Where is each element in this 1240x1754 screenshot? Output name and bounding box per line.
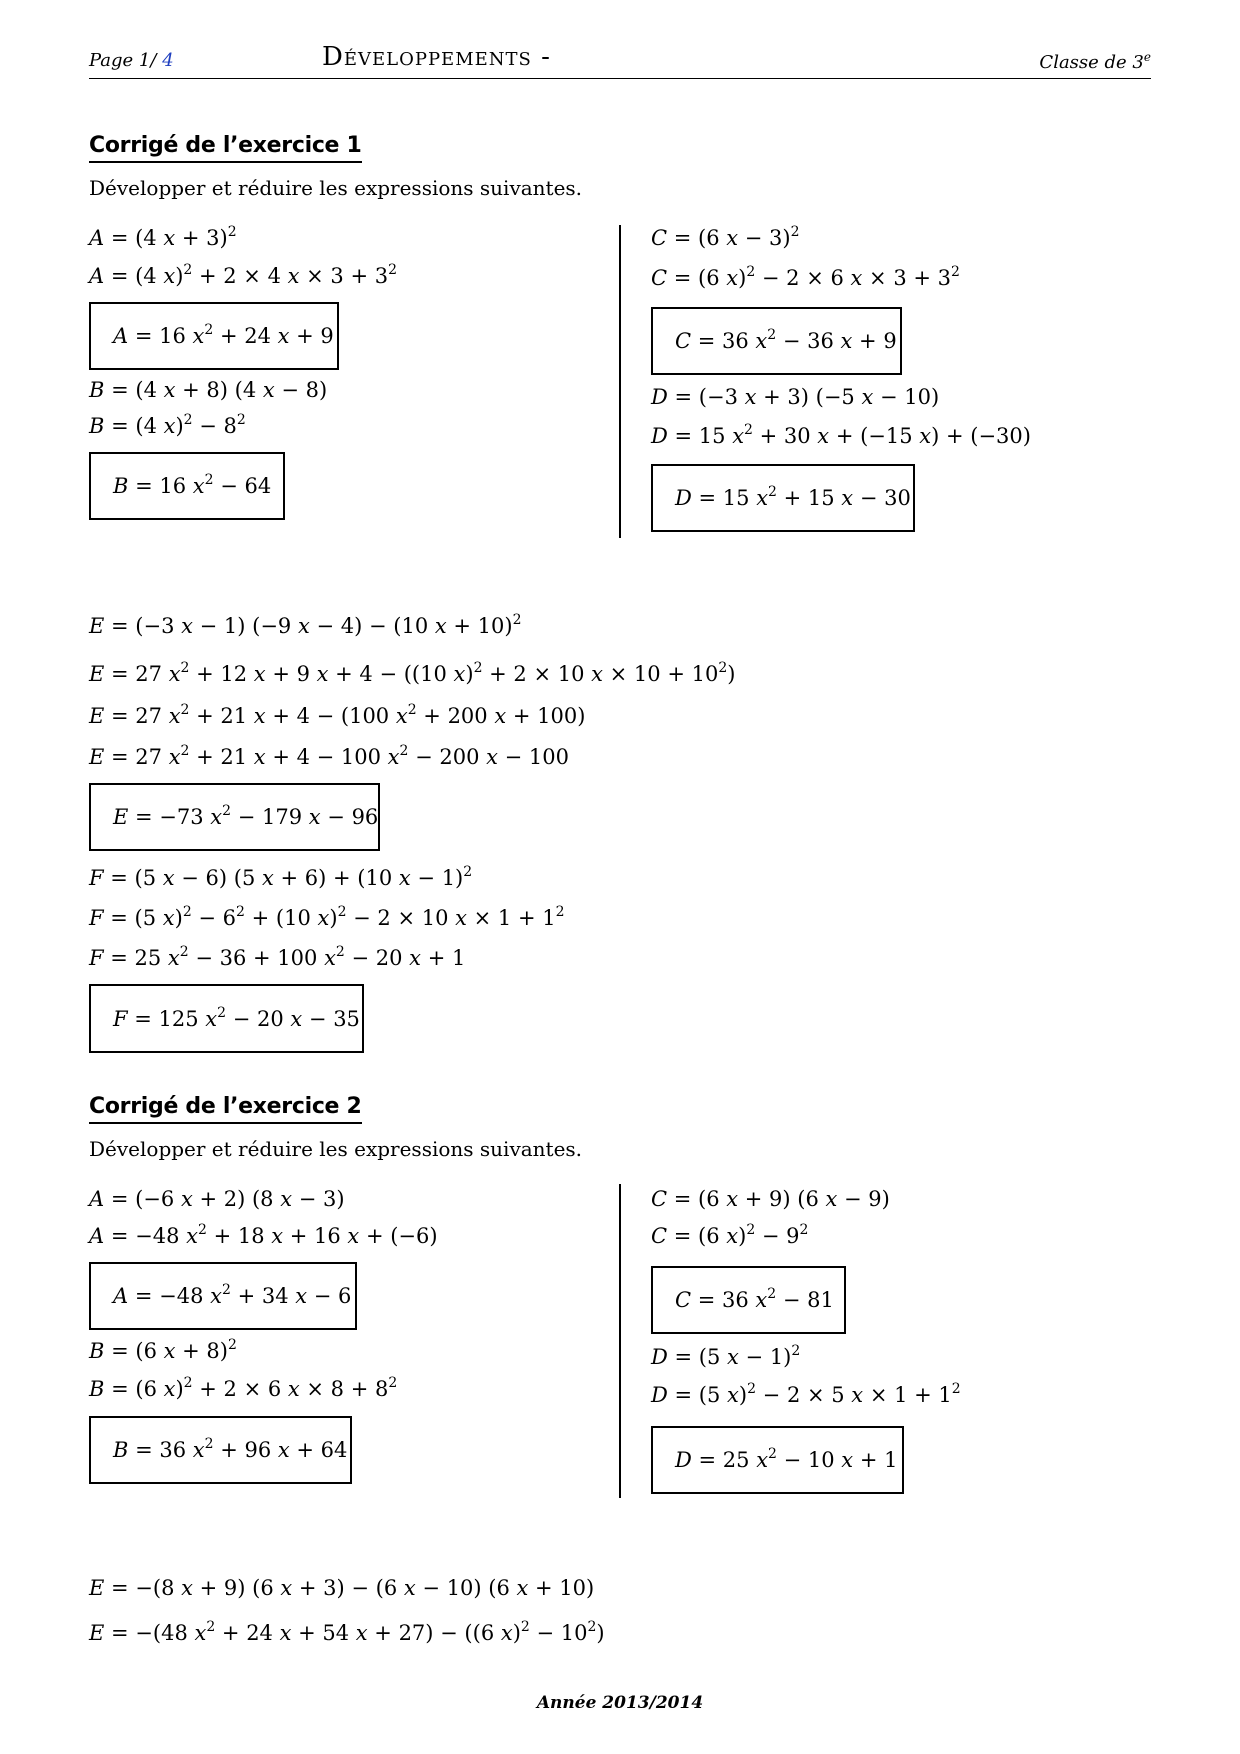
ex1-e-result: E = −73 $x^2 - 179$ x − 96	[89, 783, 380, 851]
ex1-e-line-3: E = 27 $x^2 + 21$ x + 4 − (100 $x^2 + 200$ x + 100)	[89, 702, 586, 728]
ex1-b-line-2: B = (4 $x)^2 - 8^2$	[89, 412, 246, 438]
ex2-d-line-1: D = (5 x − 1)$^2$	[651, 1343, 801, 1369]
ex1-d-line-1: D = (−3 x + 3) (−5 x − 10)	[651, 385, 940, 409]
ex1-b-result: B = 16 $x^2 - 64$	[89, 452, 285, 520]
footer-year: Année 2013/2014	[536, 1693, 704, 1713]
exercise-2-title: Corrigé de l’exercice 2	[89, 1094, 362, 1124]
ex1-f-line-3: F = 25 $x^2 - 36 + 100$ $x^2 - 20$ x + 1	[89, 944, 466, 970]
ex1-a-line-1: A = (4 x + 3)$^2$	[89, 224, 237, 250]
ex1-a-line-2: A = (4 x)$^2$ + 2 × 4 $x \times 3 + 3^2$	[89, 262, 398, 288]
exercise-1-title: Corrigé de l’exercice 1	[89, 133, 362, 163]
ex2-column-divider	[619, 1184, 621, 1498]
ex1-d-line-2: D = 15 $x^2 + 30$ x + (−15 x) + (−30)	[651, 422, 1031, 448]
ex1-e-line-2: E = 27 $x^2 + 12$ x + 9 x + 4 − ((10 x)$^2$ + 2 × 10 $x \times 10 + 10^2$)	[89, 660, 736, 686]
class-label: Classe de 3e	[1039, 50, 1151, 73]
document-title: Développements -	[322, 42, 551, 72]
ex2-c-result: C = 36 $x^2 - 81$	[651, 1266, 846, 1334]
ex2-e-line-1: E = −(8 x + 9) (6 x + 3) − (6 x − 10) (6 x + 10)	[89, 1576, 595, 1600]
page-total-link[interactable]: 4	[162, 50, 174, 71]
ex2-b-line-1: B = (6 x + 8)$^2$	[89, 1337, 237, 1363]
ex1-f-line-2: F = (5 $x)^2 - 6^2 + (10$ x)$^2$ − 2 × 10 $x \times 1 + 1^2$	[89, 904, 565, 930]
ex1-f-line-1: F = (5 x − 6) (5 x + 6) + (10 x − 1)$^2$	[89, 864, 473, 890]
ex1-a-result: A = 16 $x^2 + 24$ x + 9	[89, 302, 339, 370]
ex1-e-line-4: E = 27 $x^2 + 21$ x + 4 − 100 $x^2 - 200$ x − 100	[89, 743, 570, 769]
ex2-e-line-2: E = −(48 $x^2 + 24$ x + 54 x + 27) − ((6 $x)^2 - 10^2$)	[89, 1619, 605, 1645]
ex1-column-divider	[619, 225, 621, 538]
ex1-f-result: F = 125 $x^2 - 20$ x − 35	[89, 984, 364, 1053]
ex2-a-line-1: A = (−6 x + 2) (8 x − 3)	[89, 1187, 345, 1211]
ex2-a-result: A = −48 $x^2 + 34$ x − 6	[89, 1262, 357, 1330]
ex1-b-line-1: B = (4 x + 8) (4 x − 8)	[89, 378, 328, 402]
ex1-c-line-2: C = (6 x)$^2$ − 2 × 6 $x \times 3 + 3^2$	[651, 264, 960, 290]
ex2-d-result: D = 25 $x^2 - 10$ x + 1	[651, 1426, 904, 1494]
ex1-e-line-1: E = (−3 x − 1) (−9 x − 4) − (10 x + 10)$^2$	[89, 612, 522, 638]
ex1-c-line-1: C = (6 x − 3)$^2$	[651, 224, 800, 250]
page-number: Page 1/ 4	[89, 50, 174, 71]
ex2-d-line-2: D = (5 x)$^2$ − 2 × 5 $x \times 1 + 1^2$	[651, 1381, 961, 1407]
ex1-c-result: C = 36 $x^2 - 36$ x + 9	[651, 307, 902, 375]
ex2-c-line-2: C = (6 $x)^2 - 9^2$	[651, 1222, 809, 1248]
exercise-2-instruction: Développer et réduire les expressions suivantes.	[89, 1137, 583, 1161]
ex2-c-line-1: C = (6 x + 9) (6 x − 9)	[651, 1187, 890, 1211]
ex2-b-line-2: B = (6 x)$^2$ + 2 × 6 $x \times 8 + 8^2$	[89, 1375, 398, 1401]
ex1-d-result: D = 15 $x^2 + 15$ x − 30	[651, 464, 915, 532]
ex2-a-line-2: A = −48 $x^2 + 18$ x + 16 x + (−6)	[89, 1222, 438, 1248]
ex2-b-result: B = 36 $x^2 + 96$ x + 64	[89, 1416, 352, 1484]
exercise-1-instruction: Développer et réduire les expressions suivantes.	[89, 176, 583, 200]
header-divider	[89, 78, 1151, 79]
